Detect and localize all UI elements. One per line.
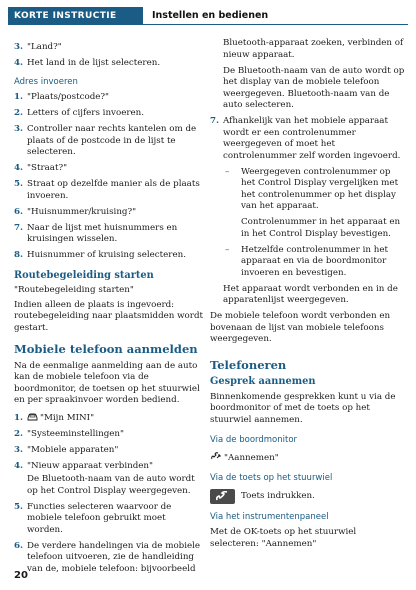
page-header xyxy=(8,7,408,25)
list-item: 7. Naar de lijst met huisnummers en kruisingen wisselen. xyxy=(14,222,178,244)
list-item: 4. Het land in de lijst selecteren. xyxy=(14,58,161,68)
subheading-instrumentenpaneel: Via het instrumentenpaneel xyxy=(210,511,329,522)
list-item: 4. "Straat?" xyxy=(14,163,68,173)
list-item: 4. "Nieuw apparaat verbinden" xyxy=(14,460,153,471)
paragraph: De mobiele telefoon wordt verbonden en bovenaan de lijst van mobiele telefoons weergegeven. xyxy=(210,311,391,344)
list-item: 6. De verdere handelingen via de mobiele telefoon uitvoeren, zie de handleiding van de, mobiele telefoon: bijvoorbeeld xyxy=(14,540,201,574)
list-item: 3. Controller naar rechts kantelen om de plaats of de postcode in de lijst te selecteren. xyxy=(14,124,197,157)
list-item: 2. "Systeeminstellingen" xyxy=(14,428,125,439)
list-item: 5. Functies selecteren waarvoor de mobiele telefoon gebruikt moet worden. xyxy=(14,501,172,535)
phone-accept-icon xyxy=(210,451,222,461)
section-tab: KORTE INSTRUCTIE xyxy=(8,7,143,25)
heading-gesprek: Gesprek aannemen xyxy=(210,376,316,387)
car-icon xyxy=(27,413,38,421)
right-column xyxy=(210,38,405,553)
phone-handset-icon xyxy=(210,489,235,504)
subheading-stuurwiel: Via de toets op het stuurwiel xyxy=(210,473,333,483)
item-note: De Bluetooth-naam van de auto wordt op het Control Display weergegeven. xyxy=(27,474,195,496)
dash-item: – Weergegeven controlenummer op het Control Display vergelijken met het controlenummer op het display van het apparaat. xyxy=(225,166,399,211)
list-item: 7. Afhankelijk van het mobiele apparaat wordt er een controlenummer weergegeven of moet het controlenummer zelf worden ingevoerd. xyxy=(210,116,401,161)
list-item: 3. "Land?" xyxy=(14,42,62,52)
list-item: 2. Letters of cijfers invoeren. xyxy=(14,108,144,118)
chapter-title: Instellen en bedienen xyxy=(152,10,269,21)
list-item: 3. "Mobiele apparaten" xyxy=(14,444,119,455)
paragraph: Met de OK-toets op het stuurwiel selecteren: "Aannemen" xyxy=(210,527,357,549)
list-item: 8. Huisnummer of kruising selecteren. xyxy=(14,250,186,260)
toets-line: Toets indrukken. xyxy=(210,489,405,504)
paragraph: "Routebegeleiding starten" xyxy=(14,285,134,295)
aannemen-line: "Aannemen" xyxy=(210,451,405,465)
heading-telefoneren: Telefoneren xyxy=(210,357,287,372)
heading-mobiel: Mobiele telefoon aanmelden xyxy=(14,342,198,356)
subheading-adres: Adres invoeren xyxy=(14,76,78,87)
item-note: Het apparaat wordt verbonden en in de apparatenlijst weergegeven. xyxy=(223,283,398,305)
list-item: 1. "Plaats/postcode?" xyxy=(14,92,110,102)
list-item: 5. Straat op dezelfde manier als de plaats invoeren. xyxy=(14,179,200,201)
list-item: 1. "Mijn MINI" xyxy=(14,412,95,423)
page-number: 20 xyxy=(14,570,28,581)
paragraph: Indien alleen de plaats is ingevoerd: routebegeleiding naar plaatsmidden wordt gestart. xyxy=(14,299,203,333)
item-note: De Bluetooth-naam van de auto wordt op het display van de mobiele telefoon weergegeven. Bluetooth-naam van de auto selecteren. xyxy=(223,65,405,110)
item-note: Bluetooth-apparaat zoeken, verbinden of nieuw apparaat. xyxy=(223,38,404,60)
dash-item: – Hetzelfde controlenummer in het apparaat en via de boordmonitor invoeren en bevestigen. xyxy=(225,244,388,278)
heading-route: Routebegeleiding starten xyxy=(14,269,154,281)
paragraph: Binnenkomende gesprekken kunt u via de boordmonitor of met de toets op het stuurwiel aannemen. xyxy=(210,391,396,425)
paragraph: Na de eenmalige aanmelding aan de auto kan de mobiele telefoon via de boordmonitor, de toetsen op het stuurwiel en per spraakinvoer worden bediend. xyxy=(14,360,200,405)
dash-note: Controlenummer in het apparaat en in het Control Display bevestigen. xyxy=(241,217,401,239)
list-item: 6. "Huisnummer/kruising?" xyxy=(14,206,137,217)
left-column xyxy=(14,42,204,580)
subheading-boordmonitor: Via de boordmonitor xyxy=(210,435,298,445)
